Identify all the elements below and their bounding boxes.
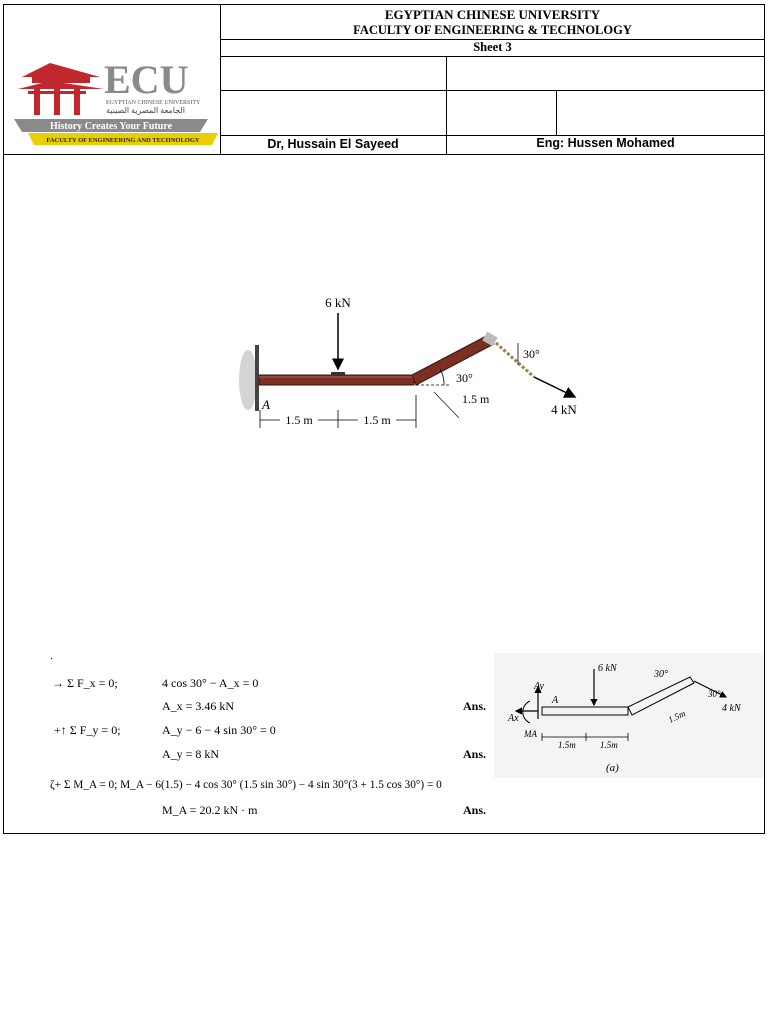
cable-angle: 30° — [523, 347, 540, 361]
logo-faculty: FACULTY OF ENGINEERING AND TECHNOLOGY — [46, 137, 200, 144]
sketch-angle-top: 30° — [654, 669, 668, 680]
sketch-angle-side: 30° — [708, 689, 721, 699]
sketch-ay: Ay — [534, 681, 544, 692]
free-body-sketch — [494, 653, 764, 778]
eq4: A_y = 8 kN — [162, 747, 220, 761]
doctor-name: Dr, Hussain El Sayeed — [267, 137, 399, 151]
wall-support — [239, 350, 257, 410]
incline-angle: 30° — [456, 371, 473, 385]
force-label: 4 kN — [551, 402, 577, 417]
eq2: A_x = 3.46 kN — [162, 699, 235, 713]
eq1-label: → Σ F_x = 0; — [52, 676, 118, 690]
incline-length: 1.5 m — [462, 392, 490, 406]
eq6: M_A = 20.2 kN · m — [162, 803, 258, 817]
sketch-force: 4 kN — [722, 703, 741, 714]
logo-acronym: ECU — [104, 57, 189, 102]
dim-1: 1.5 m — [285, 413, 313, 427]
logo-slogan: History Creates Your Future — [49, 121, 173, 132]
ans2: Ans. — [463, 747, 487, 761]
ans1: Ans. — [463, 699, 487, 713]
load-label: 6 kN — [325, 295, 351, 310]
logo-arabic-name: الجامعة المصرية الصينية — [106, 106, 185, 115]
engineer-name: Eng: Hussen Mohamed — [536, 136, 675, 150]
inclined-beam — [412, 335, 494, 385]
dot: . — [50, 648, 53, 662]
worksheet — [3, 4, 765, 834]
force-arrow — [534, 377, 575, 397]
dim-2: 1.5 m — [363, 413, 391, 427]
sketch-caption: (a) — [606, 762, 619, 774]
eq5: ζ+ Σ M_A = 0; M_A − 6(1.5) − 4 cos 30° (1.5 sin 30°) − 4 sin 30°(3 + 1.5 cos 30°) = 0 — [50, 779, 442, 791]
eq1: 4 cos 30° − A_x = 0 — [162, 676, 259, 690]
eq3-label: +↑ Σ F_y = 0; — [54, 723, 121, 737]
support-label: A — [262, 397, 270, 412]
faculty-title: FACULTY OF ENGINEERING & TECHNOLOGY — [353, 23, 632, 37]
university-title: EGYPTIAN CHINESE UNIVERSITY — [384, 7, 601, 22]
sketch-incline: 1.5m — [666, 708, 687, 725]
sketch-ax: Ax — [508, 713, 519, 724]
ans3: Ans. — [463, 803, 487, 817]
sketch-ma: MA — [524, 729, 537, 739]
eq3: A_y − 6 − 4 sin 30° = 0 — [162, 723, 276, 737]
sheet-title: Sheet 3 — [473, 40, 512, 54]
logo-english-name: EGYPTIAN CHINESE UNIVERSITY — [106, 100, 201, 106]
sketch-dim-2: 1.5m — [600, 740, 618, 750]
sketch-load: 6 kN — [598, 663, 617, 674]
sketch-a: A — [552, 695, 559, 706]
sketch-dim-1: 1.5m — [558, 740, 576, 750]
